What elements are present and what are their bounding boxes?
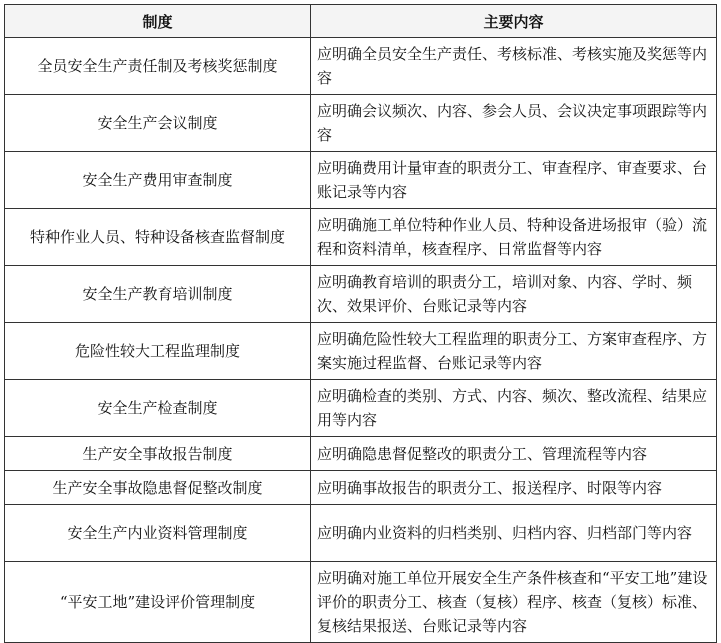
regulation-content: 应明确会议频次、内容、参会人员、会议决定事项跟踪等内容 — [311, 95, 717, 152]
regulation-content: 应明确内业资料的归档类别、归档内容、归档部门等内容 — [311, 505, 717, 562]
table-row — [5, 95, 717, 152]
table-row — [5, 471, 717, 505]
header-main-content: 主要内容 — [311, 5, 717, 38]
table-row — [5, 38, 717, 95]
table-header-row — [5, 5, 717, 38]
regulation-content: 应明确费用计量审查的职责分工、审查程序、审查要求、台账记录等内容 — [311, 152, 717, 209]
regulation-name: “平安工地”建设评价管理制度 — [5, 562, 311, 643]
regulation-content: 应明确施工单位特种作业人员、特种设备进场报审（验）流程和资料清单，核查程序、日常监督等内容 — [311, 209, 717, 266]
table-row — [5, 380, 717, 437]
table-row — [5, 266, 717, 323]
regulation-content: 应明确教育培训的职责分工，培训对象、内容、学时、频次、效果评价、台账记录等内容 — [311, 266, 717, 323]
header-regulation: 制度 — [5, 5, 311, 38]
regulation-content: 应明确事故报告的职责分工、报送程序、时限等内容 — [311, 471, 717, 505]
regulation-content: 应明确隐患督促整改的职责分工、管理流程等内容 — [311, 437, 717, 471]
regulation-name: 安全生产教育培训制度 — [5, 266, 311, 323]
regulation-name: 安全生产检查制度 — [5, 380, 311, 437]
regulation-name: 特种作业人员、特种设备核查监督制度 — [5, 209, 311, 266]
regulation-name: 危险性较大工程监理制度 — [5, 323, 311, 380]
regulation-content: 应明确对施工单位开展安全生产条件核查和“平安工地”建设评价的职责分工、核查（复核）程序、核查（复核）标准、复核结果报送、台账记录等内容 — [311, 562, 717, 643]
regulation-content: 应明确危险性较大工程监理的职责分工、方案审查程序、方案实施过程监督、台账记录等内容 — [311, 323, 717, 380]
regulation-name: 生产安全事故报告制度 — [5, 437, 311, 471]
regulations-table-container — [4, 4, 716, 643]
regulations-table — [4, 4, 717, 643]
table-row — [5, 209, 717, 266]
table-row — [5, 505, 717, 562]
regulation-name: 安全生产费用审查制度 — [5, 152, 311, 209]
regulation-name: 全员安全生产责任制及考核奖惩制度 — [5, 38, 311, 95]
regulation-name: 安全生产会议制度 — [5, 95, 311, 152]
table-row — [5, 562, 717, 643]
table-row — [5, 152, 717, 209]
table-row — [5, 437, 717, 471]
table-row — [5, 323, 717, 380]
regulation-name: 生产安全事故隐患督促整改制度 — [5, 471, 311, 505]
regulation-name: 安全生产内业资料管理制度 — [5, 505, 311, 562]
regulation-content: 应明确检查的类别、方式、内容、频次、整改流程、结果应用等内容 — [311, 380, 717, 437]
regulation-content: 应明确全员安全生产责任、考核标准、考核实施及奖惩等内容 — [311, 38, 717, 95]
